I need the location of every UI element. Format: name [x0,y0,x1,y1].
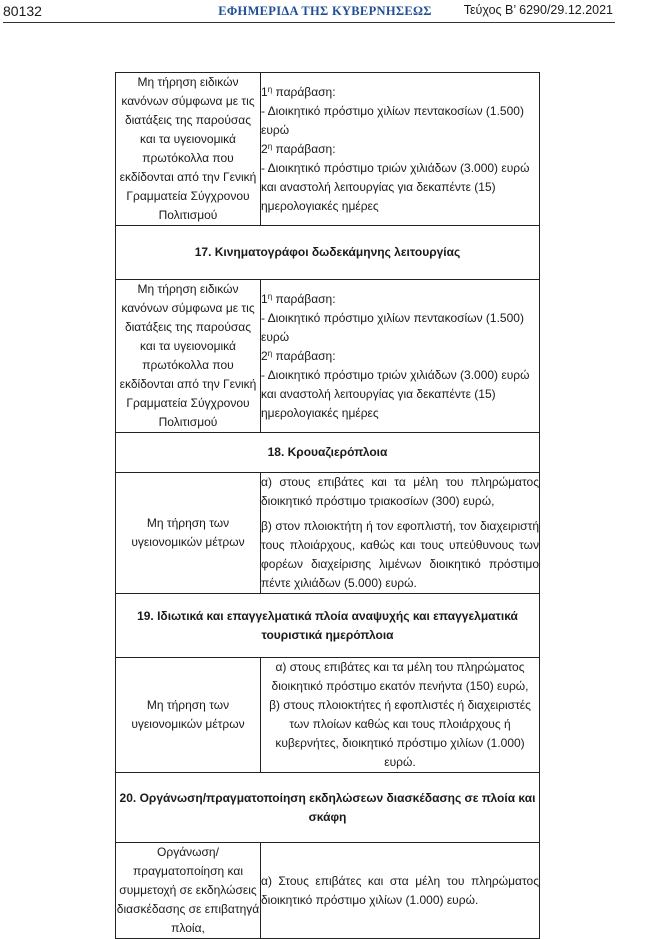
table-row [116,473,540,594]
violation-cell [116,843,261,939]
violation-text: Μη τήρηση ειδικών κανόνων σύμφωνα με τις διατάξεις της παρούσας και τα υγειονομικά πρωτόκολλα που εκδίδονται από την Γενική Γραμματεία Σύγχρονου Πολιτισμού [119,75,257,222]
violation-text: Μη τήρηση των υγειονομικών μέτρων [131,698,245,731]
penalty-cell [261,658,540,773]
second-offense-label: $2^\eta$ παράβαση: [261,141,336,156]
violation-text: Μη τήρηση ειδικών κανόνων σύμφωνα με τις διατάξεις της παρούσας και τα υγειονομικά πρωτόκολλα που εκδίδονται από την Γενική Γραμματεία Σύγχρονου Πολιτισμού [119,282,257,429]
second-offense-label: $2^\eta$ παράβαση: [261,348,336,363]
section-row [116,433,540,473]
penalty-cell [261,843,540,939]
section-row [116,226,540,280]
penalty-cell [261,473,540,594]
table-row [116,843,540,939]
penalty-item-b: β) στους πλοιοκτήτες ή εφοπλιστές ή διαχειριστές των πλοίων καθώς και τους πλοιάρχους ή κυβερνήτες, διοικητικό πρόστιμο χιλίων (1.000) ευρώ. [269,698,531,769]
violation-cell [116,473,261,594]
section-title-17: 17. Κινηματογράφοι δωδεκάμηνης λειτουργίας [116,226,540,280]
section-row [116,594,540,658]
second-offense-penalty: - Διοικητικό πρόστιμο τριών χιλιάδων (3.000) ευρώ και αναστολή λειτουργίας για δεκαπέντε (15) ημερολογιακές ημέρες [261,367,530,420]
penalty-cell [261,280,540,433]
first-offense-label: $1^\eta$ παράβαση: [261,291,336,306]
penalty-item-a: α) στους επιβάτες και τα μέλη του πληρώματος διοικητικό πρόστιμο τριακοσίων (300) ευρώ, [261,475,539,508]
violation-text: Μη τήρηση των υγειονομικών μέτρων [131,516,245,549]
page-number: 80132 [3,3,42,19]
table-row [116,73,540,226]
violation-cell [116,73,261,226]
section-title-20: 20. Οργάνωση/πραγματοποίηση εκδηλώσεων διασκέδασης σε πλοία και σκάφη [116,773,540,843]
penalty-item-b: β) στον πλοιοκτήτη ή τον εφοπλιστή, τον διαχειριστή τους πλοιάρχους, καθώς και τους υπεύθυνους των φορέων διαχείρισης λιμένων διοικητικό πρόστιμο πέντε χιλιάδων (5.000) ευρώ. [261,519,539,590]
issue-info: Τεύχος Β’ 6290/29.12.2021 [463,3,613,17]
header-rule [3,22,615,23]
first-offense-label: $1^\eta$ παράβαση: [261,84,336,99]
table-row [116,280,540,433]
violation-text: Οργάνωση/πραγματοποίηση και συμμετοχή σε εκδηλώσεις διασκέδασης σε επιβατηγά πλοία, [116,845,260,935]
section-title-18: 18. Κρουαζιερόπλοια [116,433,540,473]
second-offense-penalty: - Διοικητικό πρόστιμο τριών χιλιάδων (3.000) ευρώ και αναστολή λειτουργίας για δεκαπέντε (15) ημερολογιακές ημέρες [261,160,530,213]
journal-title: ΕΦΗΜΕΡΙΔΑ ΤΗΣ ΚΥΒΕΡΝΗΣΕΩΣ [218,4,432,18]
violation-cell [116,280,261,433]
table-row [116,658,540,773]
section-title-19: 19. Ιδιωτικά και επαγγελματικά πλοία αναψυχής και επαγγελματικά τουριστικά ημερόπλοια [116,594,540,658]
penalty-item-a: α) Στους επιβάτες και στα μέλη του πληρώματος διοικητικό πρόστιμο χιλίων (1.000) ευρώ. [261,873,539,907]
page-header [0,3,650,23]
section-row [116,773,540,843]
first-offense-penalty: - Διοικητικό πρόστιμο χιλίων πεντακοσίων (1.500) ευρώ [261,103,524,137]
violation-cell [116,658,261,773]
penalty-item-a: α) στους επιβάτες και τα μέλη του πληρώματος διοικητικό πρόστιμο εκατόν πενήντα (150) ευρώ, [271,660,529,693]
first-offense-penalty: - Διοικητικό πρόστιμο χιλίων πεντακοσίων (1.500) ευρώ [261,310,524,344]
penalty-cell [261,73,540,226]
penalties-table [115,72,540,939]
